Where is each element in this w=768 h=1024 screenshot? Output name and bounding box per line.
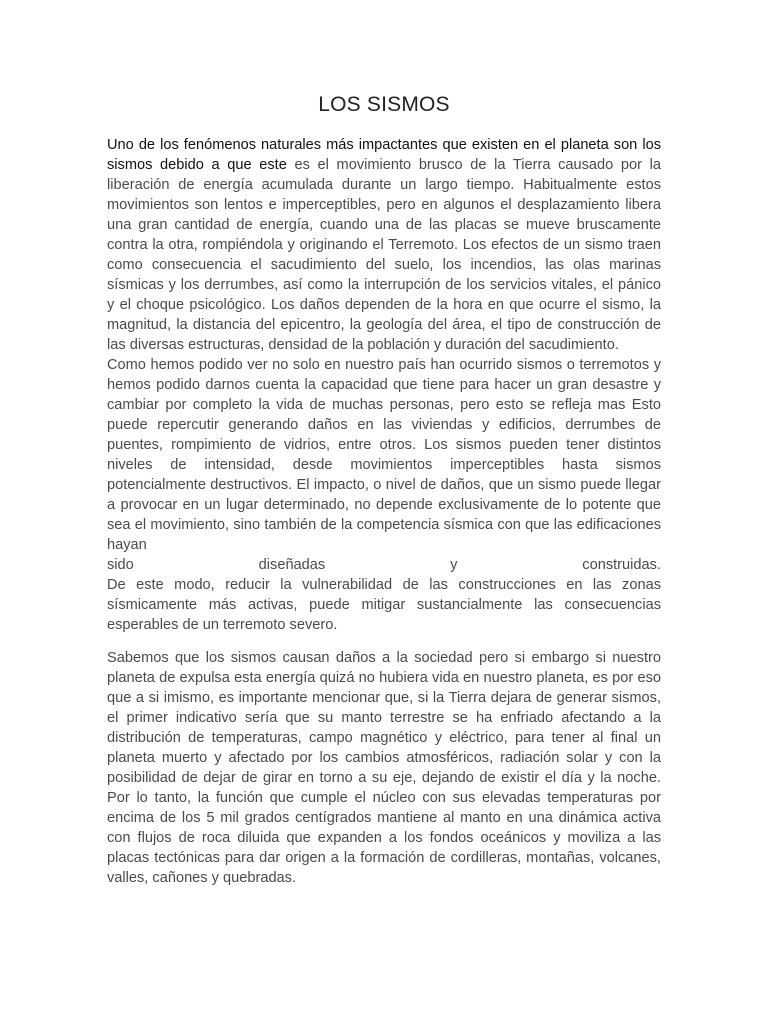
spread-word: y bbox=[450, 557, 458, 573]
paragraph-1-lead: Uno de los fenómenos naturales más impactantes que existen en el planeta son los sismos debido a que este bbox=[107, 137, 661, 173]
spread-word: sido bbox=[107, 557, 134, 573]
paragraph-2-spread-line bbox=[107, 555, 661, 575]
document-title: LOS SISMOS bbox=[318, 93, 450, 116]
document-body-top bbox=[107, 135, 661, 635]
spread-word: diseñadas bbox=[258, 557, 326, 573]
paragraph-1-rest: es el movimiento brusco de la Tierra causado por la liberación de energía acumulada durante un largo tiempo. Habitualmente estos movimientos son lentos e imperceptibles, pero en algunos el desplazamiento libera una gran cantidad de energía, cuando una de las placas se mueve bruscamente contra la otra, rompiéndola y originando el Terremoto. Los efectos de un sismo traen como consecuencia el sacudimiento del suelo, los incendios, las olas marinas sísmicas y los derrumbes, así como la interrupción de los servicios vitales, el pánico y el choque psicológico. Los daños dependen de la hora en que ocurre el sismo, la magnitud, la distancia del epicentro, la geología del área, el tipo de construcción de las diversas estructuras, densidad de la población y duración del sacudimiento. bbox=[107, 157, 661, 353]
paragraph-2: Como hemos podido ver no solo en nuestro país han ocurrido sismos o terremotos y hemos podido darnos cuenta la capacidad que tiene para hacer un gran desastre y cambiar por completo la vida de muchas personas, pero esto se refleja mas Esto puede repercutir generando daños en las viviendas y edificios, derrumbes de puentes, rompimiento de vidrios, entre otros. Los sismos pueden tener distintos niveles de intensidad, desde movimientos imperceptibles hasta sismos potencialmente destructivos. El impacto, o nivel de daños, que un sismo puede llegar a provocar en un lugar determinado, no depende exclusivamente de lo potente que sea el movimiento, sino también de la competencia sísmica con que las edificaciones hayan bbox=[107, 357, 661, 553]
paragraph-1 bbox=[107, 135, 661, 355]
spread-word: construidas. bbox=[582, 557, 661, 573]
document-body-bottom bbox=[107, 648, 661, 888]
paragraph-4: Sabemos que los sismos causan daños a la sociedad pero si embargo si nuestro planeta de expulsa esta energía quizá no hubiera vida en nuestro planeta, es por eso que a si imismo, es importante mencionar que, si la Tierra dejara de generar sismos, el primer indicativo sería que su manto terrestre se ha enfriado afectando a la distribución de temperaturas, campo magnético y eléctrico, para tener al final un planeta muerto y afectado por los cambios atmosféricos, radiación solar y con la posibilidad de dejar de girar en torno a su eje, dejando de existir el día y la noche. Por lo tanto, la función que cumple el núcleo con sus elevadas temperaturas por encima de los 5 mil grados centígrados mantiene al manto en una dinámica activa con flujos de roca diluida que expanden a los fondos oceánicos y moviliza a las placas tectónicas para dar origen a la formación de cordilleras, montañas, volcanes, valles, cañones y quebradas. bbox=[107, 650, 661, 886]
paragraph-3: De este modo, reducir la vulnerabilidad de las construcciones en las zonas sísmicamente más activas, puede mitigar sustancialmente las consecuencias esperables de un terremoto severo. bbox=[107, 577, 661, 633]
